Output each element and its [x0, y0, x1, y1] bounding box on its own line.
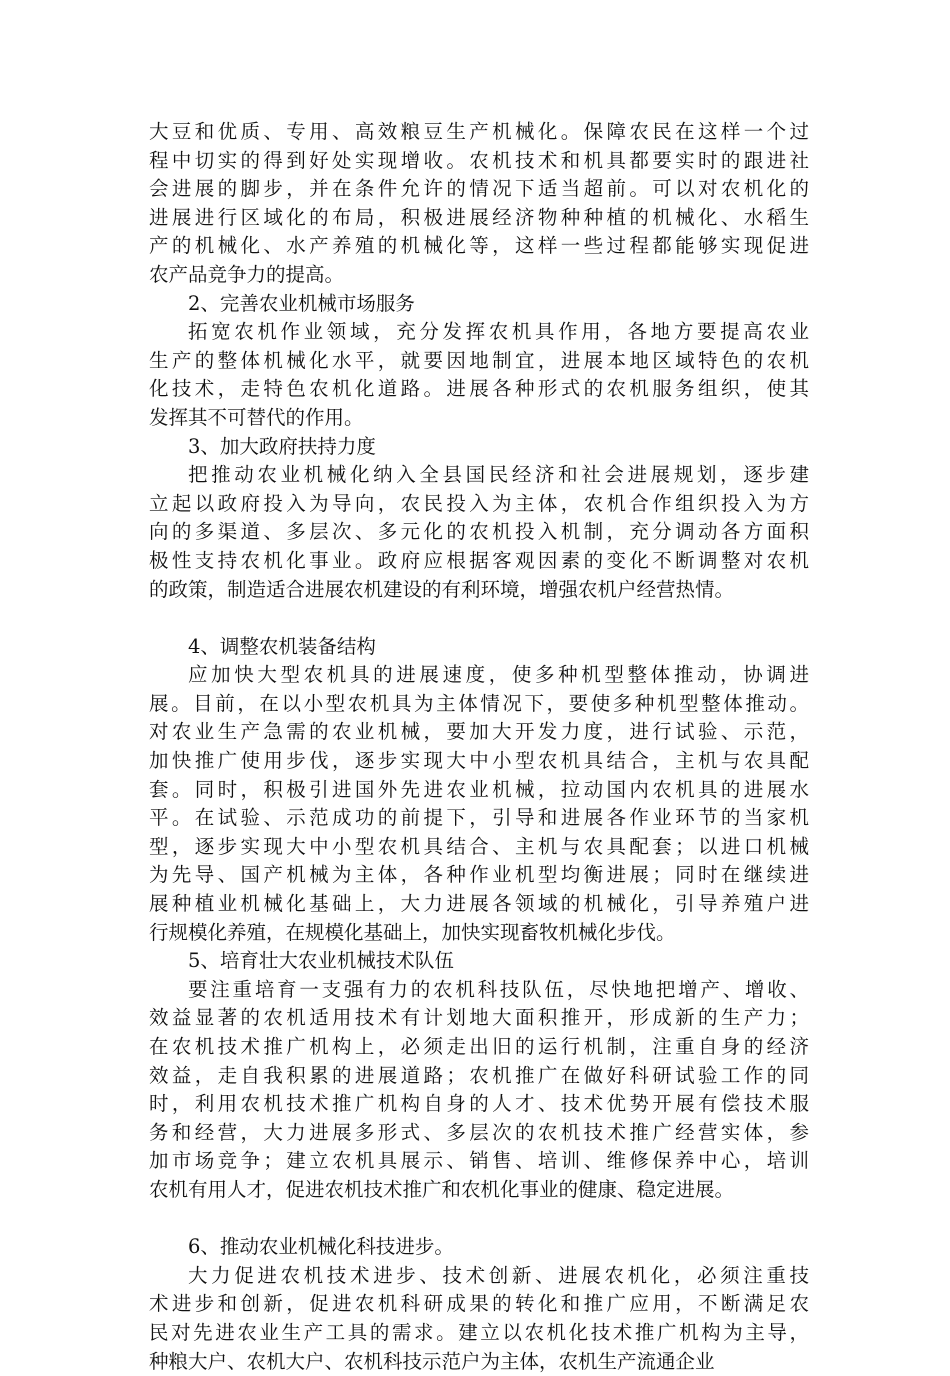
text-line: 把推动农业机械化纳入全县国民经济和社会进展规划，逐步建 — [188, 463, 809, 487]
text-line: 为先导、国产机械为主体，各种作业机型均衡进展；同时在继续进 — [149, 863, 809, 887]
text-line: 程中切实的得到好处实现增收。农机技术和机具都要实时的跟进社 — [149, 148, 809, 172]
paragraph — [149, 661, 809, 947]
text-line: 务和经营，大力进展多形式、多层次的农机技术推广经营实体，参 — [149, 1120, 809, 1144]
section-heading: 4、调整农机装备结构 — [188, 634, 376, 658]
text-line: 立起以政府投入为导向，农民投入为主体，农机合作组织投入为方 — [149, 491, 809, 515]
text-line: 效益，走自我积累的进展道路；农机推广在做好科研试验工作的同 — [149, 1063, 809, 1087]
text-line: 拓宽农机作业领域，充分发挥农机具作用，各地方要提高农业 — [188, 320, 809, 344]
text-line: 农机有用人才，促进农机技术推广和农机化事业的健康、稳定进展。 — [149, 1177, 735, 1201]
text-line: 行规模化养殖，在规模化基础上，加快实现畜牧机械化步伐。 — [149, 920, 676, 944]
text-line: 化技术，走特色农机化道路。进展各种形式的农机服务组织，使其 — [149, 377, 809, 401]
text-line: 效益显著的农机适用技术有计划地大面积推开，形成新的生产力； — [149, 1006, 809, 1030]
paragraph — [149, 976, 809, 1205]
text-line: 加快推广使用步伐，逐步实现大中小型农机具结合，主机与农具配 — [149, 749, 809, 773]
text-line: 平。在试验、示范成功的前提下，引导和进展各作业环节的当家机 — [149, 806, 809, 830]
text-line: 加市场竞争；建立农机具展示、销售、培训、维修保养中心，培训 — [149, 1149, 809, 1173]
text-line: 术进步和创新，促进农机科研成果的转化和推广应用，不断满足农 — [149, 1292, 809, 1316]
document-body — [149, 118, 809, 1376]
text-line: 极性支持农机化事业。政府应根据客观因素的变化不断调整对农机 — [149, 548, 809, 572]
text-line: 套。同时，积极引进国外先进农业机械，拉动国内农机具的进展水 — [149, 777, 809, 801]
text-line: 展。目前，在以小型农机具为主体情况下，要使多种机型整体推动。 — [149, 691, 809, 715]
text-line: 大豆和优质、专用、高效粮豆生产机械化。保障农民在这样一个过 — [149, 120, 809, 143]
paragraph — [149, 118, 809, 290]
text-line: 的政策，制造适合进展农机建设的有利环境，增强农机户经营热情。 — [149, 577, 735, 601]
blank-line — [149, 604, 809, 633]
section-heading: 5、培育壮大农业机械技术队伍 — [188, 949, 454, 973]
text-line: 种粮大户、农机大户、农机科技示范户为主体，农机生产流通企业 — [149, 1349, 715, 1373]
text-line: 农产品竞争力的提高。 — [149, 262, 345, 286]
text-line: 在农机技术推广机构上，必须走出旧的运行机制，注重自身的经济 — [149, 1035, 809, 1058]
text-line: 时，利用农机技术推广机构自身的人才、技术优势开展有偿技术服 — [149, 1092, 809, 1116]
text-line: 对农业生产急需的农业机械，要加大开发力度，进行试验、示范， — [149, 720, 809, 744]
text-line: 会进展的脚步，并在条件允许的情况下适当超前。可以对农机化的 — [149, 177, 809, 201]
paragraph — [149, 1262, 809, 1376]
section-heading: 6、推动农业机械化科技进步。 — [188, 1235, 454, 1259]
text-line: 向的多渠道、多层次、多元化的农机投入机制，充分调动各方面积 — [149, 520, 809, 544]
text-line: 展种植业机械化基础上，大力进展各领域的机械化，引导养殖户进 — [149, 892, 809, 916]
text-line: 生产的整体机械化水平，就要因地制宜，进展本地区域特色的农机 — [149, 348, 809, 372]
text-line: 要注重培育一支强有力的农机科技队伍，尽快地把增产、增收、 — [188, 977, 809, 1001]
section-heading: 2、完善农业机械市场服务 — [188, 291, 415, 315]
text-line: 发挥其不可替代的作用。 — [149, 405, 364, 429]
text-line: 应加快大型农机具的进展速度，使多种机型整体推动，协调进 — [188, 663, 809, 687]
text-line: 型，逐步实现大中小型农机具结合、主机与农具配套；以进口机械 — [149, 834, 809, 858]
section-heading: 3、加大政府扶持力度 — [188, 434, 376, 458]
text-line: 大力促进农机技术进步、技术创新、进展农机化，必须注重技 — [188, 1263, 809, 1287]
text-line: 产的机械化、水产养殖的机械化等，这样一些过程都能够实现促进 — [149, 234, 809, 258]
paragraph — [149, 318, 809, 432]
text-line: 民对先进农业生产工具的需求。建立以农机化技术推广机构为主导， — [149, 1320, 809, 1344]
paragraph — [149, 461, 809, 604]
blank-line — [149, 1205, 809, 1234]
text-line: 进展进行区域化的布局，积极进展经济物种种植的机械化、水稻生 — [149, 205, 809, 229]
